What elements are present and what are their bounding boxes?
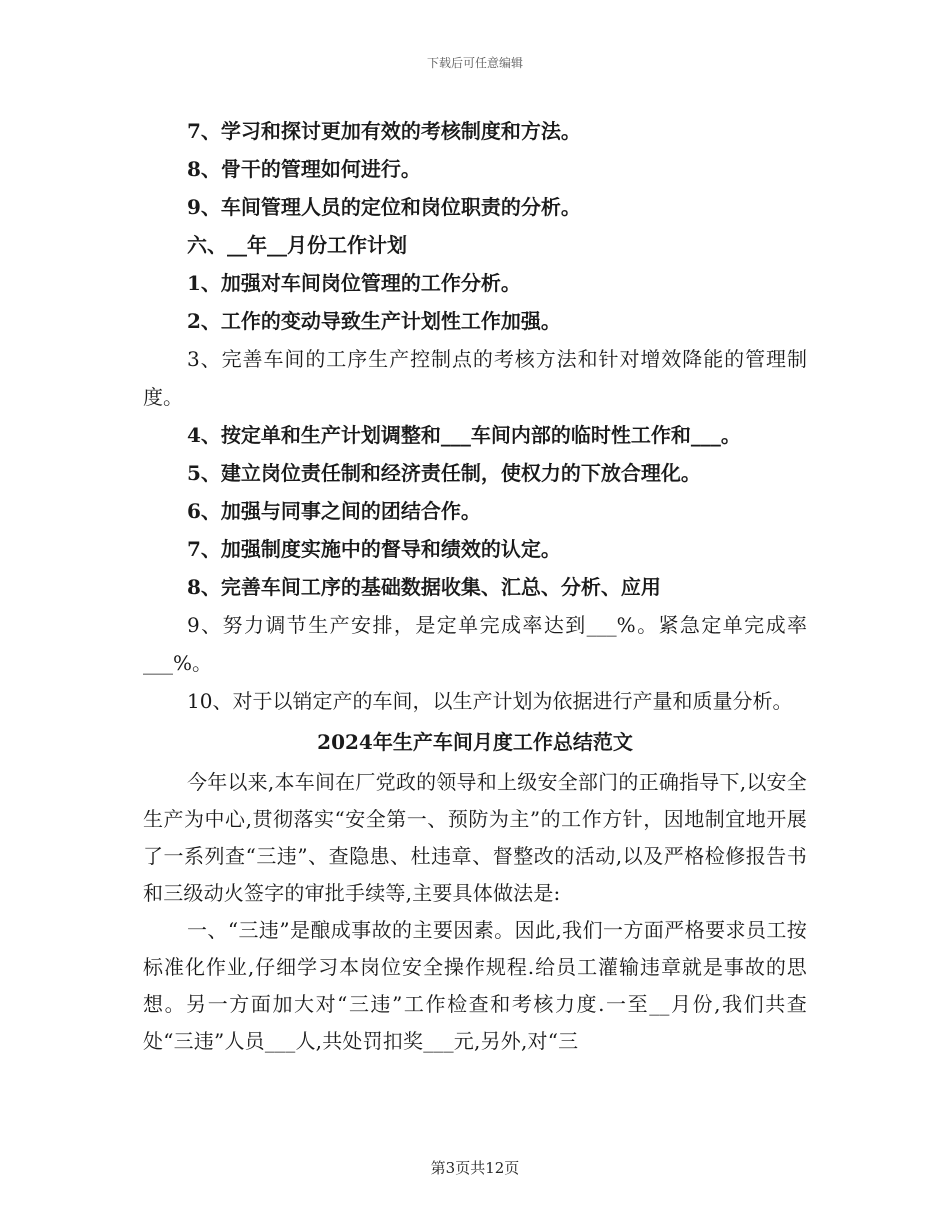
body-paragraph: 一、“三违”是酿成事故的主要因素。因此,我们一方面严格要求员工按标准化作业,仔细学习本岗位安全操作规程.给员工灌输违章就是事故的思想。另一方面加大对“三违”工作检查和考核力度.一至__月份,我们共查处“三违”人员___人,共处罚扣奖___元,另外,对“三 <box>143 918 807 1053</box>
document-body <box>143 112 807 1060</box>
page-footer: 第3页共12页 <box>430 1159 520 1177</box>
list-item: 2、工作的变动导致生产计划性工作加强。 <box>187 309 561 333</box>
body-paragraph: 今年以来,本车间在厂党政的领导和上级安全部门的正确指导下,以安全生产为中心,贯彻落实“安全第一、预防为主”的工作方针，因地制宜地开展了一系列查“三违”、查隐患、杜违章、督整改的活动,以及严格检修报告书和三级动火签字的审批手续等,主要具体做法是: <box>143 770 807 905</box>
list-item-paragraph: 10、对于以销定产的车间，以生产计划为依据进行产量和质量分析。 <box>187 689 793 713</box>
page-header: 下载后可任意编辑 <box>426 56 523 70</box>
list-item: 5、建立岗位责任制和经济责任制，使权力的下放合理化。 <box>187 461 701 485</box>
list-item: 4、按定单和生产计划调整和___车间内部的临时性工作和___。 <box>187 423 741 447</box>
list-item: 8、完善车间工序的基础数据收集、汇总、分析、应用 <box>187 575 661 599</box>
list-item-paragraph: 9、努力调节生产安排，是定单完成率达到___%。紧急定单完成率___%。 <box>143 613 807 675</box>
section-title: 2024年生产车间月度工作总结范文 <box>317 730 633 754</box>
list-item: 8、骨干的管理如何进行。 <box>187 157 421 181</box>
list-item: 7、加强制度实施中的督导和绩效的认定。 <box>187 537 561 561</box>
list-item: 9、车间管理人员的定位和岗位职责的分析。 <box>187 195 581 219</box>
section-heading: 六、__年__月份工作计划 <box>187 233 407 257</box>
list-item: 1、加强对车间岗位管理的工作分析。 <box>187 271 521 295</box>
list-item: 6、加强与同事之间的团结合作。 <box>187 499 481 523</box>
list-item-paragraph: 3、完善车间的工序生产控制点的考核方法和针对增效降能的管理制度。 <box>143 347 807 409</box>
list-item: 7、学习和探讨更加有效的考核制度和方法。 <box>187 119 581 143</box>
